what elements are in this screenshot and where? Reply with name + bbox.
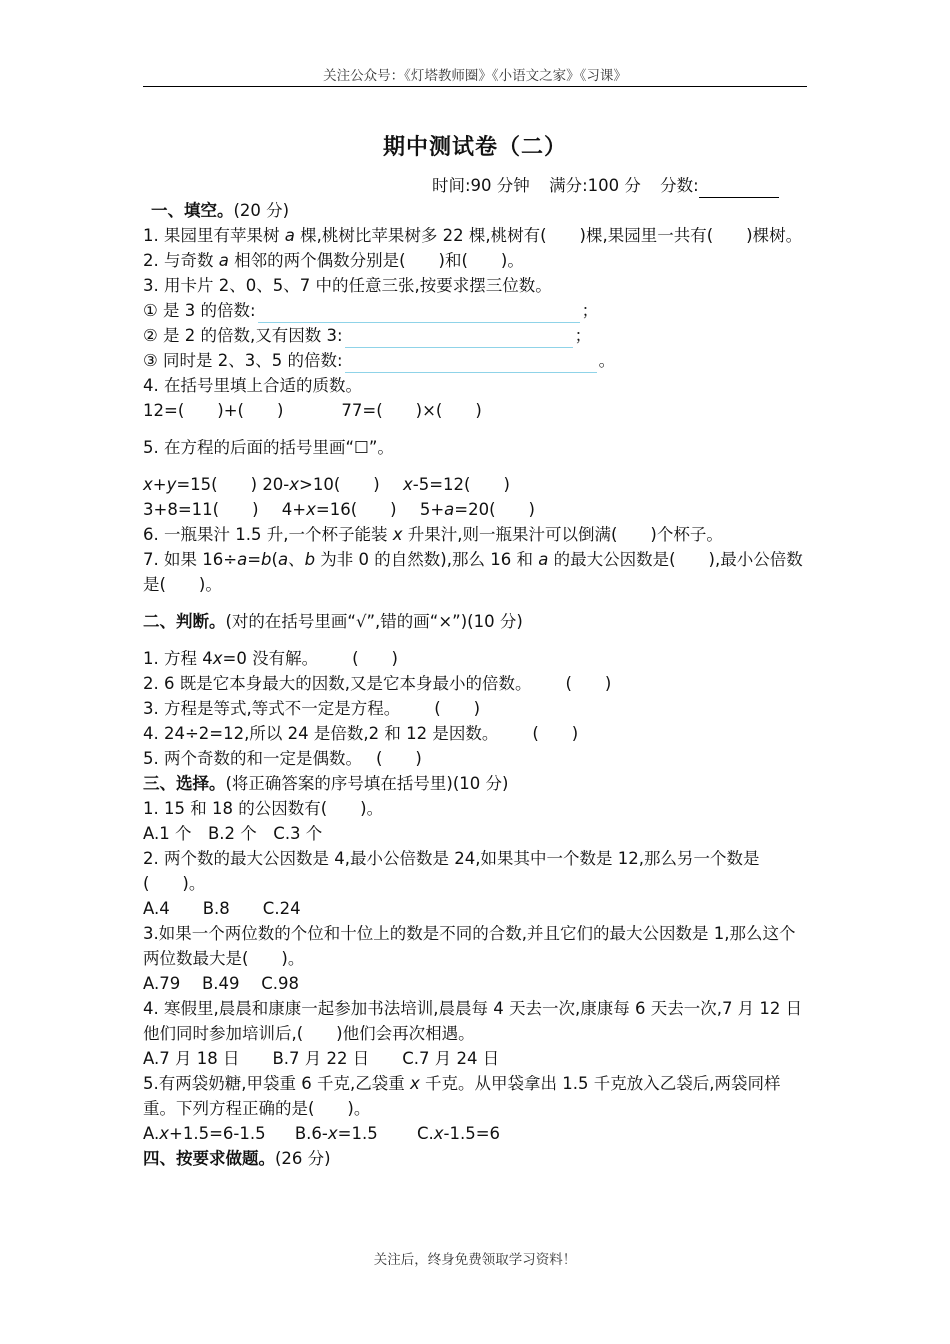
s3-q1: 1. 15 和 18 的公因数有( )。 (143, 799, 384, 818)
s1-q1: 1. 果园里有苹果树 a 棵,桃树比苹果树多 22 棵,桃树有( )棵,果园里一共有( )棵树。 (143, 226, 803, 245)
s1-q3-2: ② 是 2 的倍数,又有因数 3: ； (143, 323, 807, 348)
answer-line[interactable] (258, 302, 580, 323)
s3-q5: 5.有两袋奶糖,甲袋重 6 千克,乙袋重 x 千克。从甲袋拿出 1.5 千克放入乙袋后,两袋同样重。下列方程正确的是( )。 (143, 1074, 781, 1118)
header-divider (143, 86, 807, 87)
answer-line[interactable] (345, 352, 597, 373)
section-3-heading: 三、选择。(将正确答案的序号填在括号里)(10 分) (143, 774, 509, 793)
exam-content (143, 198, 807, 1171)
s1-q3-3: ③ 同时是 2、3、5 的倍数: 。 (143, 348, 807, 373)
s1-q4-equations: 12=( )+( ) 77=( )×( ) (143, 401, 482, 420)
s1-q2: 2. 与奇数 a 相邻的两个偶数分别是( )和( )。 (143, 251, 524, 270)
s3-q4-options: A.7 月 18 日 B.7 月 22 日 C.7 月 24 日 (143, 1049, 500, 1068)
score-label: 分数: (660, 176, 699, 195)
score-blank[interactable] (699, 179, 779, 198)
s1-q5: 5. 在方程的后面的括号里画“☐”。 (143, 438, 394, 457)
s1-q5-row1: x+y=15( ) 20-x>10( ) x-5=12( ) (143, 475, 510, 494)
page-title: 期中测试卷（二） (382, 134, 567, 160)
time-limit: 时间:90 分钟 (432, 176, 530, 195)
s3-q3-options: A.79 B.49 C.98 (143, 974, 300, 993)
s1-q3: 3. 用卡片 2、0、5、7 中的任意三张,按要求摆三位数。 (143, 276, 552, 295)
s1-q7: 7. 如果 16÷a=b(a、b 为非 0 的自然数),那么 16 和 a 的最大公因数是( ),最小公倍数是( )。 (143, 550, 803, 594)
page-footer: 关注后，终身免费领取学习资料！ (373, 1252, 577, 1268)
section-1-heading: 一、填空。(20 分) (151, 201, 290, 220)
s2-q1: 1. 方程 4x=0 没有解。 ( ) (143, 649, 398, 668)
answer-line[interactable] (345, 327, 573, 348)
s1-q6: 6. 一瓶果汁 1.5 升,一个杯子能装 x 升果汁,则一瓶果汁可以倒满( )个杯子。 (143, 525, 723, 544)
page-header: 关注公众号：《灯塔教师圈》《小语文之家》《习课》 (323, 68, 627, 84)
section-2-heading: 二、判断。(对的在括号里画“√”,错的画“×”)(10 分) (143, 612, 523, 631)
section-4-heading: 四、按要求做题。(26 分) (143, 1149, 331, 1168)
s2-q4: 4. 24÷2=12,所以 24 是倍数,2 和 12 是因数。 ( ) (143, 724, 579, 743)
s3-q5-options: A.x+1.5=6-1.5 B.6-x=1.5 C.x-1.5=6 (143, 1124, 501, 1143)
s2-q3: 3. 方程是等式,等式不一定是方程。 ( ) (143, 699, 481, 718)
s1-q5-row2: 3+8=11( ) 4+x=16( ) 5+a=20( ) (143, 500, 535, 519)
s3-q2-options: A.4 B.8 C.24 (143, 899, 301, 918)
s2-q5: 5. 两个奇数的和一定是偶数。 ( ) (143, 749, 422, 768)
full-score: 满分:100 分 (549, 176, 641, 195)
s3-q3: 3.如果一个两位数的个位和十位上的数是不同的合数,并且它们的最大公因数是 1,那么这个两位数最大是( )。 (143, 924, 796, 968)
s1-q3-1: ① 是 3 的倍数: ； (143, 298, 807, 323)
s1-q4: 4. 在括号里填上合适的质数。 (143, 376, 362, 395)
s2-q2: 2. 6 既是它本身最大的因数,又是它本身最小的倍数。 ( ) (143, 674, 612, 693)
s3-q1-options: A.1 个 B.2 个 C.3 个 (143, 824, 323, 843)
s3-q2: 2. 两个数的最大公因数是 4,最小公倍数是 24,如果其中一个数是 12,那么另一个数是( )。 (143, 849, 760, 893)
exam-meta (432, 174, 812, 198)
s3-q4: 4. 寒假里,晨晨和康康一起参加书法培训,晨晨每 4 天去一次,康康每 6 天去一次,7 月 12 日他们同时参加培训后,( )他们会再次相遇。 (143, 999, 803, 1043)
